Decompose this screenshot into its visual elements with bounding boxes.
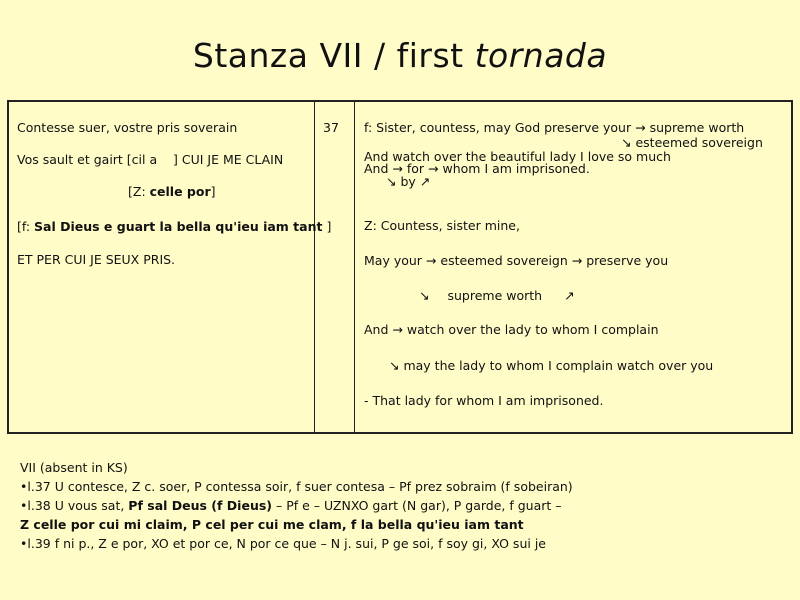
apparatus-notes (20, 458, 573, 553)
left-line-2: Vos sault et gairt [cil a ] CUI JE ME CLAIN (17, 152, 284, 167)
column-divider-2 (354, 102, 355, 432)
arrow-right-icon: → (571, 253, 583, 268)
z-line-3: ↘ supreme worth ↗ (419, 288, 575, 303)
stanza-table (7, 100, 793, 434)
z-line-6: - That lady for whom I am imprisoned. (364, 393, 604, 408)
left-line-1: Contesse suer, vostre pris soverain (17, 120, 238, 135)
z-line-2: May your → esteemed sovereign → preserve you (364, 253, 669, 268)
z-line-1: Z: Countess, sister mine, (364, 218, 520, 233)
f-line-1: f: Sister, countess, may God preserve your → supreme worth (364, 120, 745, 135)
f-line-3: And → for → whom I am imprisoned. (364, 161, 590, 176)
title-italic-text: tornada (474, 36, 608, 75)
arrow-right-icon: → (392, 322, 403, 337)
f-line-2: And watch over the beautiful lady I love so much (364, 149, 671, 164)
column-divider-1 (314, 102, 315, 432)
arrow-down-right-icon: ↘ (389, 358, 400, 373)
arrow-right-icon: → (428, 161, 439, 176)
arrow-down-right-icon: ↘ (386, 174, 397, 189)
note-heading: VII (absent in KS) (20, 460, 128, 475)
left-line-3: [Z: celle por] (128, 184, 216, 199)
left-line-4: [f: Sal Dieus e guart la bella qu'ieu iam tant ] (17, 219, 332, 234)
arrow-down-right-icon: ↘ (621, 135, 632, 150)
note-line-38-cont: Z celle por cui mi claim, P cel per cui me clam, f la bella qu'ieu iam tant (20, 517, 524, 532)
note-line-39: •l.39 f ni p., Z e por, XO et por ce, N por ce que – N j. sui, P ge soi, f soy gi, XO sui je (20, 536, 546, 551)
arrow-up-right-icon: ↗ (564, 288, 575, 303)
z-line-5: ↘ may the lady to whom I complain watch over you (389, 358, 714, 373)
slide-title (0, 36, 800, 75)
arrow-right-icon: → (425, 253, 437, 268)
note-line-37: •l.37 U contesce, Z c. soer, P contessa soir, f suer contesa – Pf prez sobraim (f sobeiran) (20, 479, 573, 494)
title-text: Stanza VII / first (192, 36, 475, 75)
f-line-1-alt: ↘ esteemed sovereign (621, 135, 763, 150)
arrow-right-icon: → (392, 161, 403, 176)
arrow-right-icon: → (635, 120, 646, 135)
z-line-4: And → watch over the lady to whom I complain (364, 322, 659, 337)
line-number: 37 (323, 120, 339, 135)
arrow-up-right-icon: ↗ (419, 174, 431, 189)
f-line-3-alt: ↘ by ↗ (386, 174, 431, 189)
arrow-down-right-icon: ↘ (419, 288, 430, 303)
left-line-5: ET PER CUI JE SEUX PRIS. (17, 252, 176, 267)
note-line-38: •l.38 U vous sat, Pf sal Deus (f Dieus) – Pf e – UZNXO gart (N gar), P garde, f guart – (20, 498, 562, 513)
